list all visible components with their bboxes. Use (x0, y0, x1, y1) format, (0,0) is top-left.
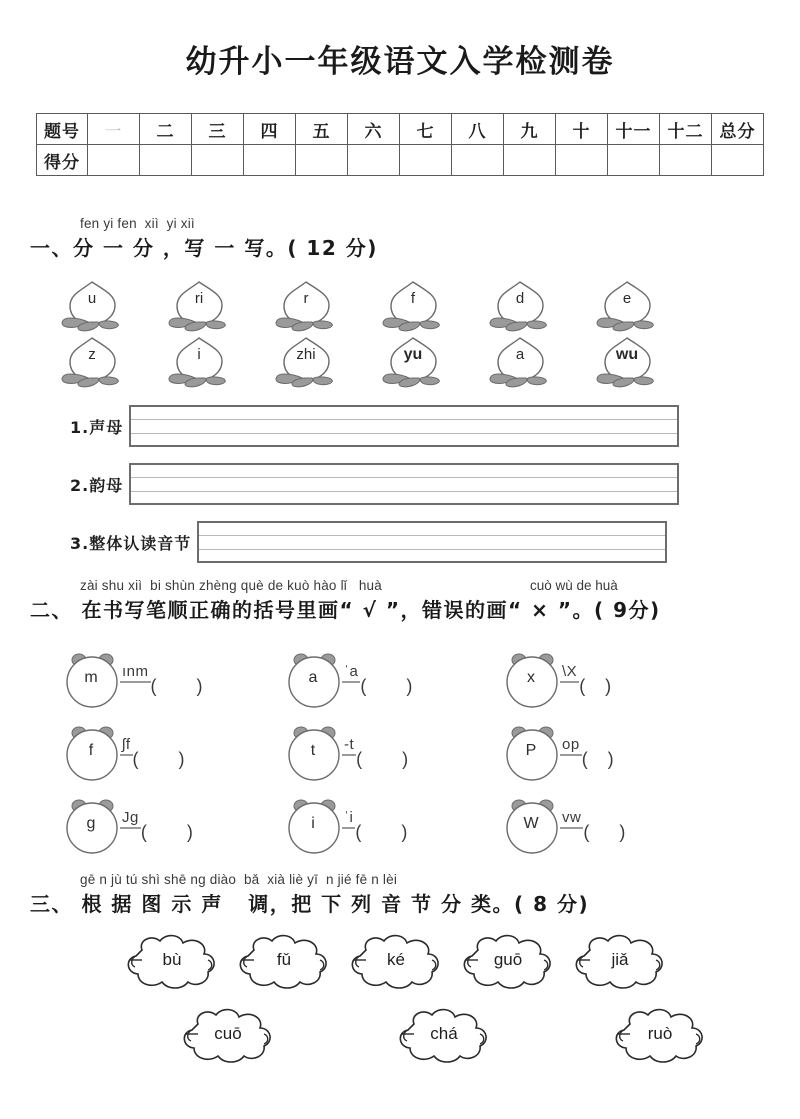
answer-parenthesis[interactable]: ( ) (355, 822, 408, 842)
peach-label: d (515, 290, 525, 307)
stroke-mark (342, 737, 356, 756)
row-label-question-number: 题号 (37, 114, 88, 145)
peach-label: z (88, 346, 96, 363)
panda-letter: f (88, 742, 94, 759)
panda-letter: x (527, 669, 535, 686)
peach-grid (60, 278, 750, 390)
peach-item[interactable] (167, 334, 274, 390)
section-2-heading (30, 578, 770, 623)
stroke-mark (120, 664, 151, 683)
stroke-text: vw (562, 809, 582, 826)
stroke-mark (120, 810, 141, 829)
peach-item[interactable] (488, 334, 595, 390)
panda-row-3 (62, 796, 762, 869)
stroke-mark (120, 737, 133, 756)
answer-field-zhengti[interactable] (197, 521, 667, 563)
cloud-item[interactable] (608, 1006, 712, 1064)
answer-parenthesis[interactable]: ( ) (579, 676, 612, 696)
stroke-mark (560, 737, 582, 756)
stroke-text: ˈa (344, 663, 359, 680)
cloud-row-2 (176, 1006, 740, 1064)
answer-parenthesis[interactable]: ( ) (132, 749, 185, 769)
column-header-1: 一 (88, 114, 140, 145)
column-header-6: 六 (348, 114, 400, 145)
stroke-underline (560, 827, 583, 829)
section-3-pinyin: gē n jù tú shì shē ng diào bǎ xià liè yī n jié fē n lèi (80, 872, 398, 887)
stroke-text: ʃf (122, 736, 131, 753)
panda-row-1 (62, 650, 762, 723)
stroke-underline (560, 754, 582, 756)
peach-row-2 (60, 334, 750, 390)
cloud-label: bù (162, 950, 182, 969)
score-cell-5[interactable] (296, 145, 348, 176)
stroke-order-item[interactable] (62, 650, 284, 723)
answer-row-yunmu (70, 463, 679, 505)
score-cell-3[interactable] (192, 145, 244, 176)
column-header-3: 三 (192, 114, 244, 145)
stroke-underline (560, 681, 579, 683)
answer-field-shengmu[interactable] (129, 405, 679, 447)
peach-label: a (515, 346, 525, 363)
peach-item[interactable] (381, 334, 488, 390)
score-cell-9[interactable] (504, 145, 556, 176)
section-1-pinyin: fen yi fen xiì yi xiì (80, 216, 195, 231)
column-header-9: 九 (504, 114, 556, 145)
cloud-label: jiǎ (611, 950, 629, 969)
peach-label: u (87, 290, 97, 307)
panda-grid (62, 650, 762, 869)
column-header-11: 十一 (608, 114, 660, 145)
stroke-text: -t (344, 736, 355, 753)
column-header-5: 五 (296, 114, 348, 145)
peach-item[interactable] (167, 278, 274, 334)
stroke-order-item[interactable] (284, 723, 502, 796)
table-row-question-numbers (37, 114, 764, 145)
peach-label: f (410, 290, 416, 307)
answer-label: 1.声母 (70, 417, 124, 437)
score-cell-10[interactable] (556, 145, 608, 176)
peach-item[interactable] (274, 278, 381, 334)
column-header-12: 十二 (660, 114, 712, 145)
stroke-text: Jg (122, 809, 139, 826)
stroke-underline (120, 827, 141, 829)
section-3-heading (30, 872, 589, 917)
stroke-order-item[interactable] (502, 723, 614, 796)
stroke-order-item[interactable] (62, 723, 284, 796)
section-2-text: 二、 在书写笔顺正确的括号里画“ √ ”，错误的画“ × ”。( 9分) (30, 598, 661, 622)
panda-letter: i (311, 815, 315, 832)
cloud-item[interactable] (176, 1006, 392, 1064)
answer-parenthesis[interactable]: ( ) (581, 749, 614, 769)
stroke-text: ınm (122, 663, 149, 680)
cloud-label: ruò (647, 1024, 673, 1043)
peach-item[interactable] (595, 278, 702, 334)
column-header-4: 四 (244, 114, 296, 145)
answer-field-yunmu[interactable] (129, 463, 679, 505)
stroke-order-item[interactable] (284, 796, 502, 869)
peach-item[interactable] (488, 278, 595, 334)
column-header-total: 总分 (712, 114, 764, 145)
stroke-mark (560, 810, 583, 829)
answer-parenthesis[interactable]: ( ) (583, 822, 626, 842)
peach-label: wu (615, 346, 639, 363)
answer-parenthesis[interactable]: ( ) (356, 749, 409, 769)
cloud-item[interactable] (344, 932, 456, 990)
cloud-label: guō (493, 950, 523, 969)
answer-parenthesis[interactable]: ( ) (140, 822, 193, 842)
answer-row-shengmu (70, 405, 679, 447)
cloud-label: fǔ (276, 950, 292, 969)
stroke-mark (342, 664, 360, 683)
stroke-underline (342, 681, 360, 683)
score-cell-11[interactable] (608, 145, 660, 176)
answer-parenthesis[interactable]: ( ) (360, 676, 413, 696)
answer-row-zhengti (70, 521, 667, 563)
panda-letter: t (310, 742, 316, 759)
peach-label: i (197, 346, 201, 363)
answer-parenthesis[interactable]: ( ) (150, 676, 203, 696)
stroke-text: \X (562, 663, 578, 680)
section-2-pinyin-extra: cuò wù de huà (530, 578, 618, 593)
panda-row-2 (62, 723, 762, 796)
cloud-row-1 (120, 932, 740, 990)
score-table (36, 113, 764, 176)
panda-letter: a (308, 669, 318, 686)
cloud-item[interactable] (120, 932, 232, 990)
cloud-item[interactable] (392, 1006, 608, 1064)
answer-label: 3.整体认读音节 (70, 533, 192, 553)
section-3-text: 三、 根 据 图 示 声 调，把 下 列 音 节 分 类。( 8 分) (30, 892, 590, 916)
stroke-order-item[interactable] (62, 796, 284, 869)
peach-item[interactable] (60, 334, 167, 390)
stroke-order-item[interactable] (502, 650, 611, 723)
cloud-grid (120, 932, 740, 1064)
peach-label: ri (194, 290, 204, 307)
score-cell-6[interactable] (348, 145, 400, 176)
cloud-item[interactable] (568, 932, 680, 990)
table-row-scores (37, 145, 764, 176)
score-cell-12[interactable] (660, 145, 712, 176)
stroke-underline (342, 827, 355, 829)
panda-letter: P (525, 742, 537, 759)
score-cell-8[interactable] (452, 145, 504, 176)
peach-label: zhi (296, 346, 316, 363)
panda-letter: m (84, 669, 98, 686)
score-cell-4[interactable] (244, 145, 296, 176)
panda-letter: g (86, 815, 96, 832)
column-header-10: 十 (556, 114, 608, 145)
stroke-underline (120, 754, 133, 756)
stroke-mark (342, 810, 355, 829)
stroke-mark (560, 664, 579, 683)
column-header-8: 八 (452, 114, 504, 145)
score-cell-total[interactable] (712, 145, 764, 176)
peach-item[interactable] (381, 278, 488, 334)
column-header-2: 二 (140, 114, 192, 145)
stroke-order-item[interactable] (284, 650, 502, 723)
row-label-score: 得分 (37, 145, 88, 176)
section-2-pinyin: zài shu xiì bi shùn zhèng què de kuò hào lǐ huà (80, 578, 382, 593)
score-cell-1[interactable] (88, 145, 140, 176)
peach-label: r (303, 290, 309, 307)
page-title: 幼升小一年级语文入学检测卷 (185, 44, 615, 80)
stroke-order-item[interactable] (502, 796, 625, 869)
stroke-underline (120, 681, 151, 683)
section-1-heading (30, 216, 378, 261)
section-1-text: 一、分 一 分 ，写 一 写。( 12 分) (30, 236, 378, 260)
peach-item[interactable] (595, 334, 702, 390)
cloud-label: chá (430, 1024, 458, 1043)
cloud-item[interactable] (232, 932, 344, 990)
cloud-item[interactable] (456, 932, 568, 990)
stroke-text: ˈi (344, 809, 354, 826)
column-header-7: 七 (400, 114, 452, 145)
answer-label: 2.韵母 (70, 475, 124, 495)
peach-row-1 (60, 278, 750, 334)
stroke-text: op (562, 736, 580, 753)
cloud-label: ké (387, 950, 405, 969)
stroke-underline (342, 754, 356, 756)
panda-letter: W (523, 815, 539, 832)
peach-item[interactable] (60, 278, 167, 334)
score-cell-2[interactable] (140, 145, 192, 176)
score-cell-7[interactable] (400, 145, 452, 176)
cloud-label: cuō (214, 1024, 242, 1043)
peach-label: e (622, 290, 632, 307)
peach-label: yu (403, 346, 423, 363)
peach-item[interactable] (274, 334, 381, 390)
